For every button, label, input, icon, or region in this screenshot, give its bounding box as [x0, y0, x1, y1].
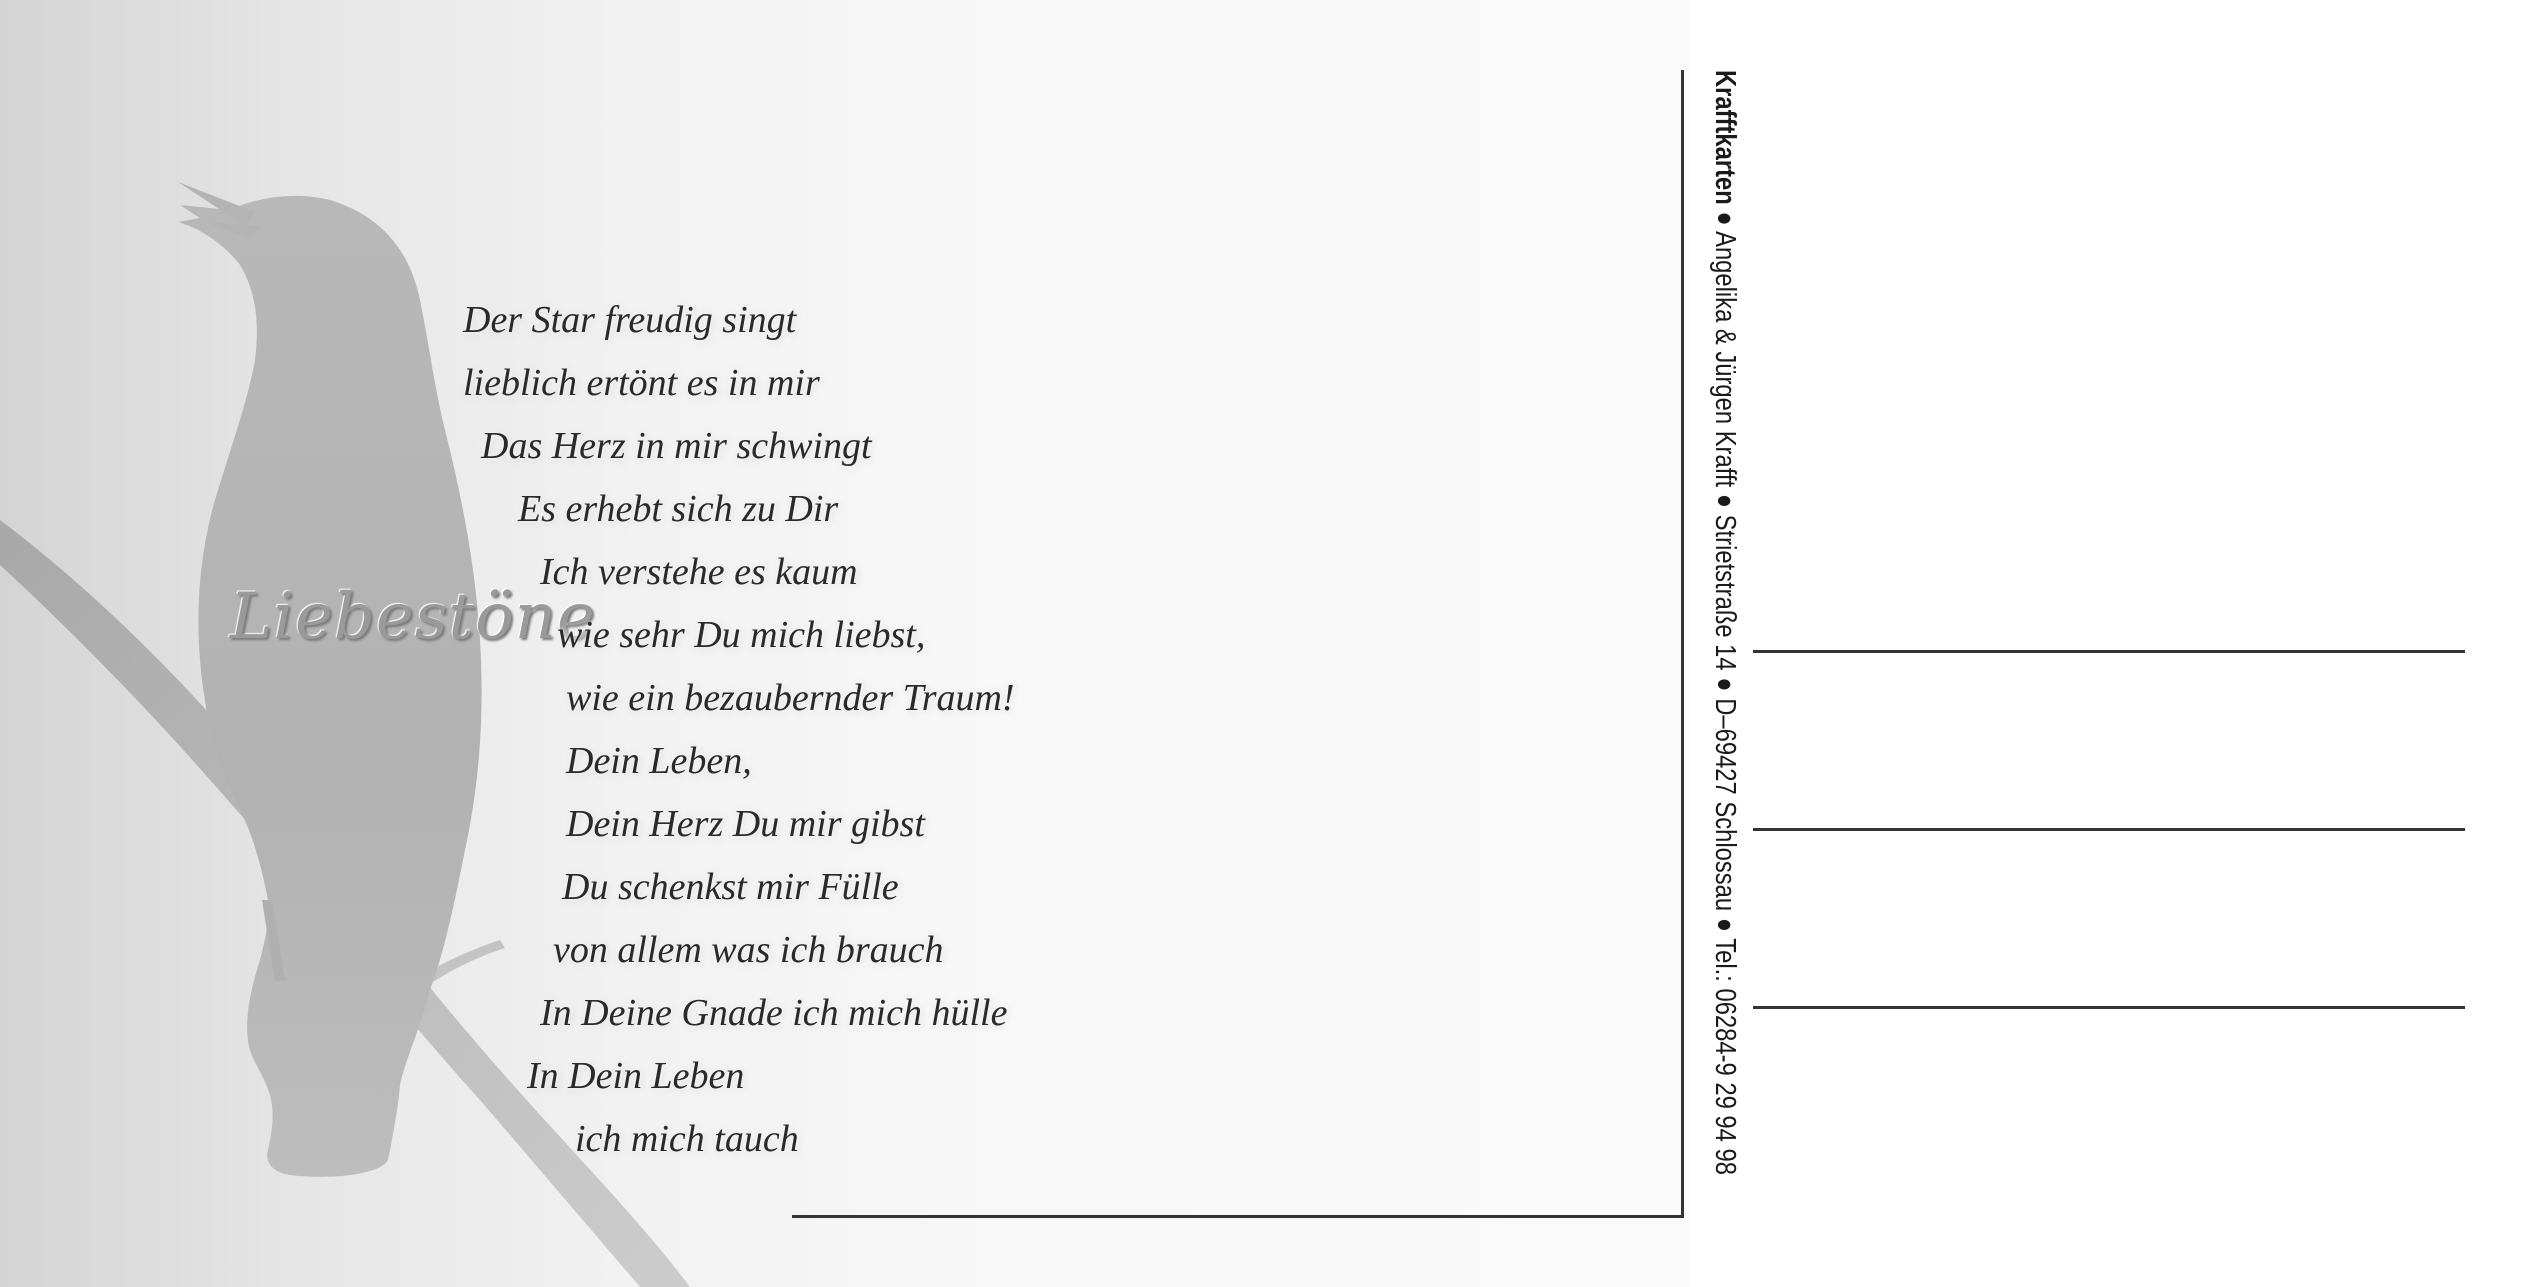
publisher-imprint [1707, 70, 1751, 1230]
poem-line-8: Dein Leben, [566, 740, 752, 782]
poem-line-12: In Deine Gnade ich mich hülle [540, 992, 1008, 1034]
publisher-brand: Krafftkarten [1709, 70, 1741, 205]
poem-line-10: Du schenkst mir Fülle [562, 866, 899, 908]
address-line-3 [1753, 1006, 2465, 1009]
publisher-city: D–69427 Schlossau [1709, 698, 1741, 912]
separator-dot-1: ● [1709, 211, 1741, 226]
address-line-1 [1753, 650, 2465, 653]
separator-dot-4: ● [1709, 917, 1741, 933]
poem-line-3: Das Herz in mir schwingt [481, 425, 872, 467]
poem-line-5: Ich verstehe es kaum [540, 551, 858, 593]
poem-line-1: Der Star freudig singt [463, 299, 797, 341]
center-divider-line [1681, 70, 1684, 1218]
poem-title: Liebestöne [230, 580, 596, 654]
publisher-names: Angelika & Jürgen Krafft [1709, 231, 1741, 488]
poem-line-13: In Dein Leben [527, 1055, 745, 1097]
bottom-rule [792, 1215, 1682, 1218]
publisher-imprint-text [1703, 70, 1747, 1175]
poem-line-7: wie ein bezaubernder Traum! [566, 677, 1015, 719]
poem-line-6: wie sehr Du mich liebst, [557, 614, 926, 656]
separator-dot-2: ● [1709, 493, 1741, 509]
poem-line-11: von allem was ich brauch [553, 929, 944, 971]
separator-dot-3: ● [1709, 677, 1741, 692]
publisher-phone: Tel.: 06284-9 29 94 98 [1709, 938, 1741, 1175]
address-line-2 [1753, 828, 2465, 831]
poem-line-9: Dein Herz Du mir gibst [566, 803, 925, 845]
poem-line-14: ich mich tauch [575, 1118, 799, 1160]
poem-line-2: lieblich ertönt es in mir [463, 362, 820, 404]
poem-line-4: Es erhebt sich zu Dir [518, 488, 839, 530]
publisher-street: Strietstraße 14 [1709, 514, 1741, 671]
